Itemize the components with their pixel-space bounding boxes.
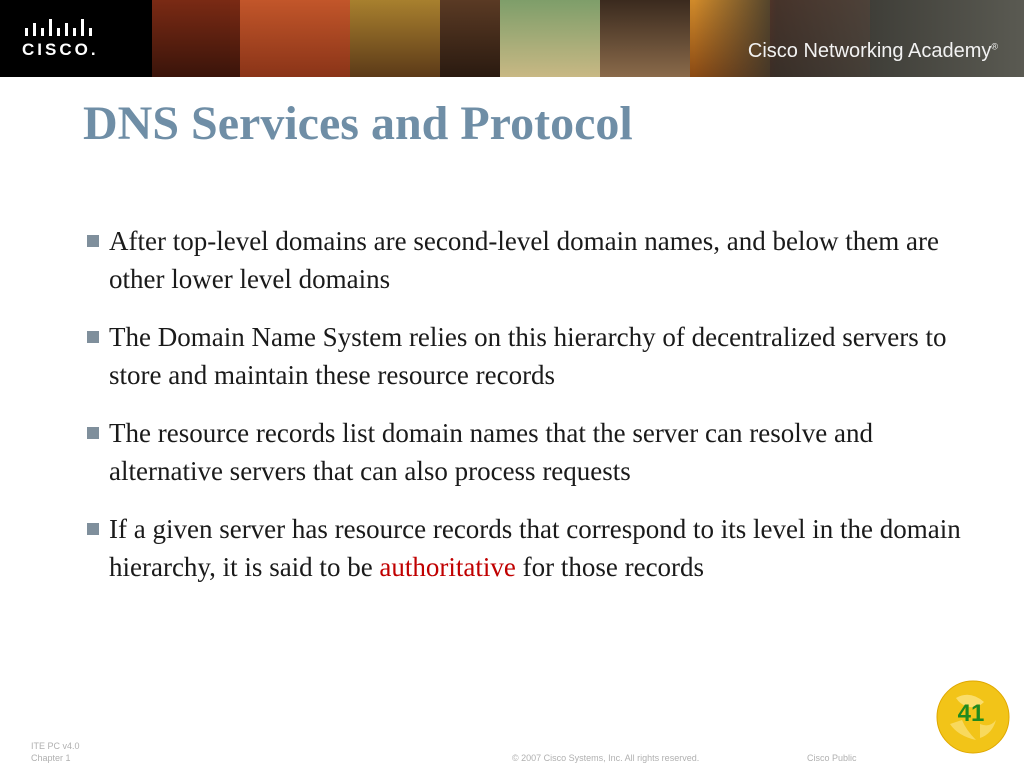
- footer-copyright: © 2007 Cisco Systems, Inc. All rights reserved.: [512, 753, 700, 763]
- bullet-item: [83, 414, 963, 490]
- bullet-text-before: If a given server has resource records that correspond to its level in the domain hierarchy, it is said to be: [109, 514, 961, 582]
- banner-photo: [240, 0, 350, 77]
- footer-classification: Cisco Public: [807, 753, 857, 763]
- cisco-logo: [0, 0, 152, 77]
- bullet-square-icon: [87, 427, 99, 439]
- bullet-square-icon: [87, 235, 99, 247]
- slide-title: DNS Services and Protocol: [83, 97, 633, 150]
- bullet-item: [83, 510, 963, 586]
- banner-photo: [600, 0, 690, 77]
- footer-chapter: Chapter 1: [31, 753, 71, 763]
- bullet-text: The resource records list domain names that the server can resolve and alternative servers that can also process requests: [109, 418, 873, 486]
- bullet-text: The Domain Name System relies on this hierarchy of decentralized servers to store and maintain these resource records: [109, 322, 947, 390]
- header-banner: [0, 0, 1024, 77]
- cisco-bridge-icon: [24, 18, 104, 40]
- bullet-item: [83, 318, 963, 394]
- bullet-list: [83, 222, 963, 606]
- academy-name-text: Cisco Networking Academy: [747, 40, 992, 62]
- academy-brand: [694, 0, 1024, 77]
- authoritative-keyword: authoritative: [379, 552, 516, 582]
- banner-photo: [500, 0, 600, 77]
- trademark-symbol: ®: [991, 41, 998, 52]
- banner-photo: [350, 0, 440, 77]
- bullet-text: After top-level domains are second-level domain names, and below them are other lower level domains: [109, 226, 939, 294]
- bullet-item: [83, 222, 963, 298]
- banner-photo: [150, 0, 240, 77]
- bullet-square-icon: [87, 523, 99, 535]
- bullet-text-after: for those records: [515, 552, 705, 582]
- footer-course-info: [31, 740, 80, 764]
- bullet-square-icon: [87, 331, 99, 343]
- cisco-logo-text: CISCO.: [22, 40, 99, 59]
- banner-photo: [440, 0, 500, 77]
- footer-course: ITE PC v4.0: [31, 741, 80, 751]
- academy-name: [748, 40, 998, 63]
- page-number: 41: [957, 700, 985, 727]
